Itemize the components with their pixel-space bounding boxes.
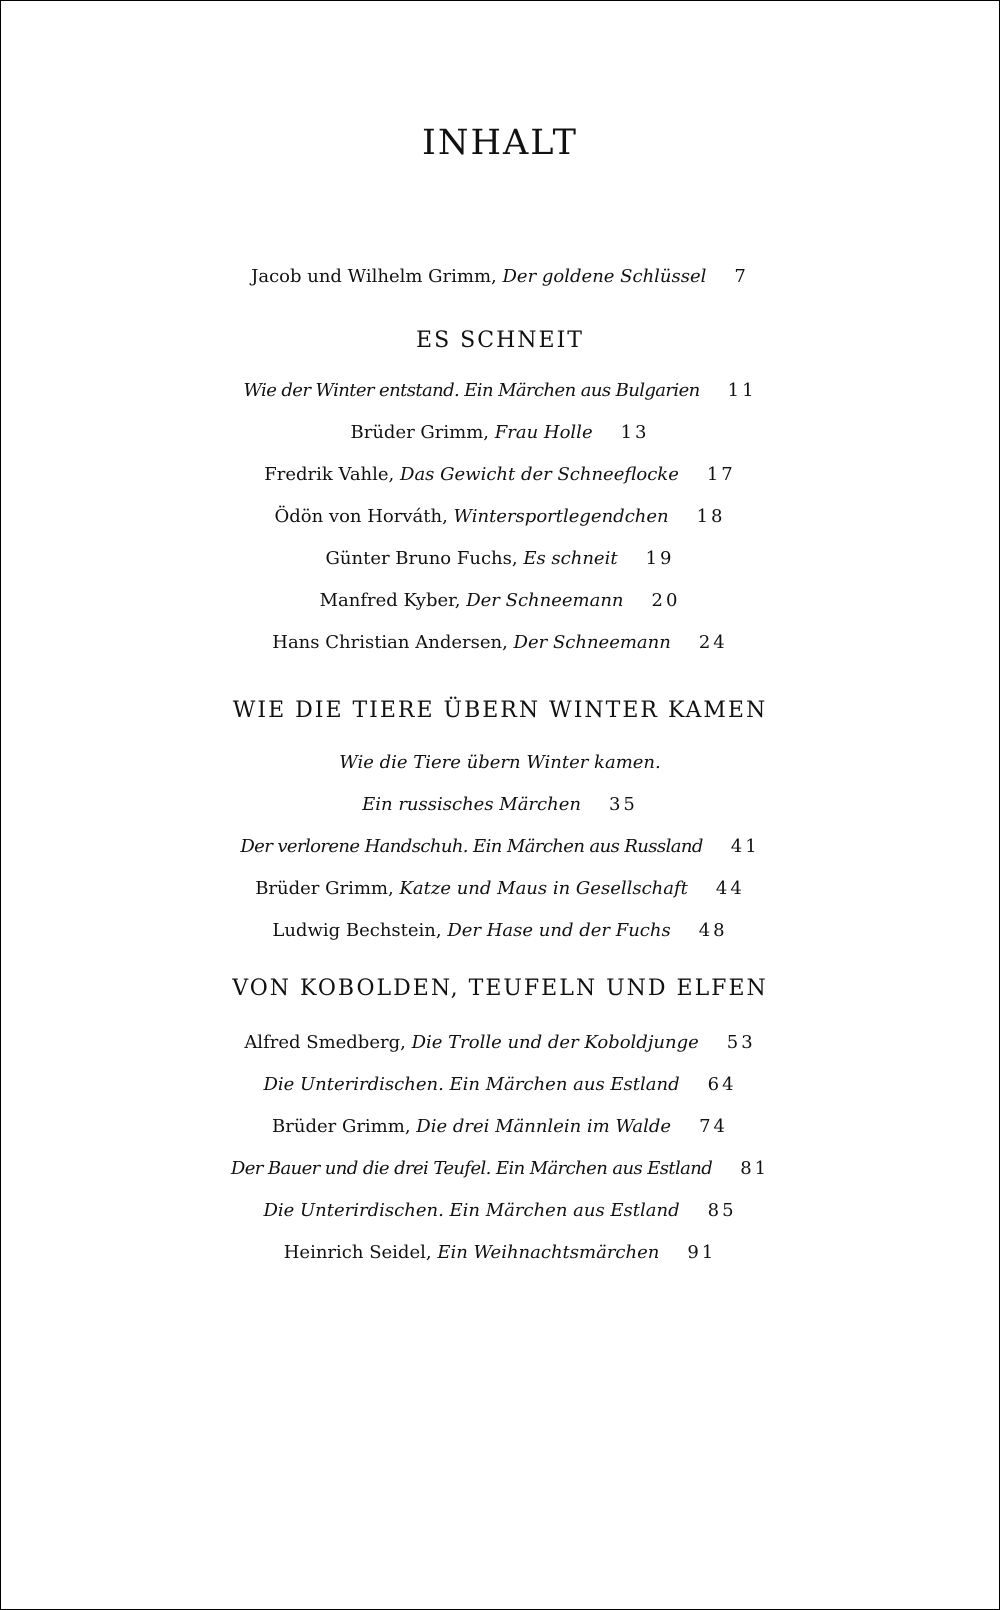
- toc-entry-title: Der Hase und der Fuchs: [447, 920, 671, 941]
- toc-entry-page-number: 48: [698, 920, 728, 941]
- toc-entry-page-number: 13: [620, 422, 650, 443]
- toc-entry-title: Wintersportlegendchen: [453, 506, 669, 527]
- toc-entry: [1, 911, 999, 951]
- toc-entry: [1, 539, 999, 579]
- page-title: INHALT: [422, 123, 578, 163]
- section-heading: WIE DIE TIERE ÜBERN WINTER KAMEN: [232, 698, 768, 723]
- toc-entry: [1, 827, 999, 867]
- toc-entry-author: Manfred Kyber,: [319, 590, 467, 611]
- toc-entry-title: Das Gewicht der Schneeflocke: [400, 464, 679, 485]
- toc-entry-title: Der Schneemann: [513, 632, 671, 653]
- toc-entry-author: Ödön von Horváth,: [274, 506, 454, 527]
- toc-entry-page-number: 41: [730, 836, 760, 857]
- toc-entry-author: Alfred Smedberg,: [244, 1032, 412, 1053]
- toc-entry-title: Die drei Männlein im Walde: [416, 1116, 672, 1137]
- toc-entry-page-number: 53: [726, 1032, 756, 1053]
- toc-entry-page-number: 17: [706, 464, 736, 485]
- toc-entry-page-number: 7: [734, 266, 749, 287]
- toc-entry-author: Fredrik Vahle,: [264, 464, 401, 485]
- toc-entry: [1, 455, 999, 495]
- toc-entry-title: Die Unterirdischen. Ein Märchen aus Estland: [263, 1200, 680, 1221]
- toc-entry: [1, 1149, 999, 1189]
- toc-entry-title: Der Bauer und die drei Teufel. Ein Märchen aus Estland: [230, 1158, 713, 1179]
- toc-entry: [1, 413, 999, 453]
- toc-entry: [1, 497, 999, 537]
- toc-entry-page-number: 18: [696, 506, 726, 527]
- toc-entry-title: Wie die Tiere übern Winter kamen.: [339, 752, 661, 773]
- toc-entry-title: Der goldene Schlüssel: [502, 266, 707, 287]
- toc-entry-title: Katze und Maus in Gesellschaft: [399, 878, 688, 899]
- section-heading: VON KOBOLDEN, TEUFELN UND ELFEN: [232, 976, 768, 1001]
- toc-entry-page-number: 20: [651, 590, 681, 611]
- toc-entry-author: Jacob und Wilhelm Grimm,: [251, 266, 503, 287]
- toc-entry-page-number: 19: [645, 548, 675, 569]
- toc-entry-author: Brüder Grimm,: [255, 878, 400, 899]
- toc-entry-title: Der Schneemann: [466, 590, 624, 611]
- toc-entry: [1, 1233, 999, 1273]
- toc-entry: [1, 371, 999, 411]
- toc-entry-page-number: 35: [608, 794, 638, 815]
- toc-entry-page-number: 91: [687, 1242, 717, 1263]
- toc-entry: [1, 785, 999, 825]
- toc-entry: [1, 257, 999, 297]
- toc-entry-author: Günter Bruno Fuchs,: [325, 548, 524, 569]
- toc-entry-page-number: 24: [698, 632, 728, 653]
- toc-entry-author: Heinrich Seidel,: [283, 1242, 438, 1263]
- toc-entry-title: Ein Weihnachtsmärchen: [437, 1242, 660, 1263]
- toc-entry-page-number: 64: [707, 1074, 737, 1095]
- toc-entry: [1, 1023, 999, 1063]
- toc-entry-title: Ein russisches Märchen: [362, 794, 581, 815]
- toc-entry: [1, 1065, 999, 1105]
- toc-entry-title: Die Trolle und der Koboldjunge: [411, 1032, 699, 1053]
- toc-entry-title: Der verlorene Handschuh. Ein Märchen aus Russland: [240, 836, 703, 857]
- toc-entry-page-number: 11: [727, 380, 757, 401]
- toc-entry-page-number: 74: [699, 1116, 728, 1137]
- toc-entry: [1, 1191, 999, 1231]
- toc-entry-page-number: 85: [707, 1200, 737, 1221]
- toc-entry-title: Wie der Winter entstand. Ein Märchen aus Bulgarien: [243, 380, 700, 401]
- toc-entry: [1, 869, 999, 909]
- toc-entry: [1, 1107, 999, 1147]
- toc-entry: [1, 623, 999, 663]
- toc-entry-author: Brüder Grimm,: [272, 1116, 417, 1137]
- toc-entry-page-number: 81: [740, 1158, 770, 1179]
- toc-entry: [1, 743, 999, 783]
- toc-entry-author: Brüder Grimm,: [350, 422, 495, 443]
- toc-entry: [1, 581, 999, 621]
- toc-entry-title: Die Unterirdischen. Ein Märchen aus Estland: [263, 1074, 680, 1095]
- toc-entry-page-number: 44: [715, 878, 745, 899]
- section-heading: ES SCHNEIT: [416, 328, 584, 353]
- toc-entry-author: Ludwig Bechstein,: [272, 920, 448, 941]
- toc-entry-author: Hans Christian Andersen,: [272, 632, 514, 653]
- toc-entry-title: Es schneit: [523, 548, 618, 569]
- toc-entry-title: Frau Holle: [494, 422, 593, 443]
